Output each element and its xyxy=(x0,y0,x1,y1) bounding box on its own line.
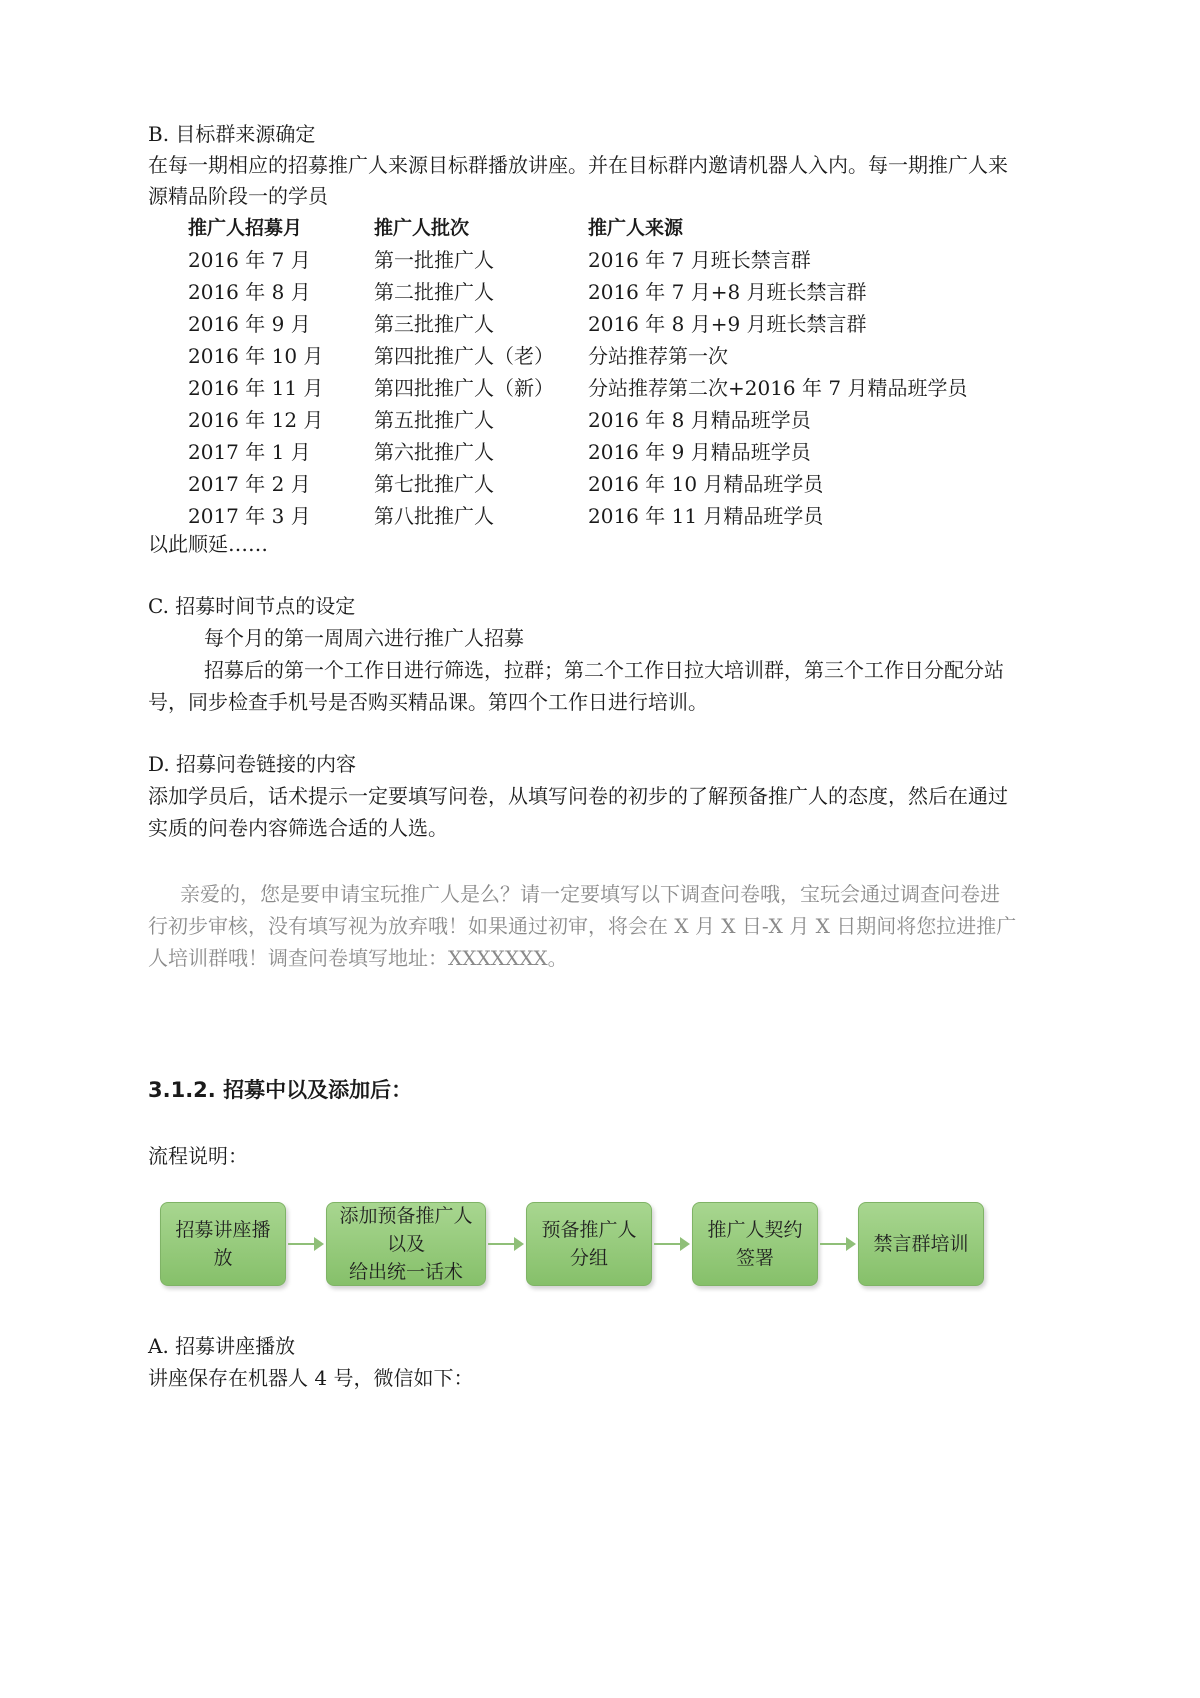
flow-step-text: 推广人契约签署 xyxy=(707,1219,803,1269)
recruitment-source-table xyxy=(188,212,1008,532)
table-cell-batch: 第三批推广人 xyxy=(374,312,494,336)
table-row xyxy=(188,276,1008,308)
table-cell-source: 2016 年 8 月+9 月班长禁言群 xyxy=(588,312,867,336)
section-a-heading: A. 招募讲座播放 xyxy=(148,1334,296,1358)
section-c-line-1: 每个月的第一周周六进行推广人招募 xyxy=(204,626,524,650)
table-cell-batch: 第一批推广人 xyxy=(374,248,494,272)
table-cell-month: 2016 年 10 月 xyxy=(188,344,324,368)
flow-step-text: 禁言群培训 xyxy=(873,1233,969,1255)
section-b-paragraph-line-2: 源精品阶段一的学员 xyxy=(148,184,328,208)
table-cell-source: 2016 年 9 月精品班学员 xyxy=(588,440,811,464)
table-header-batch: 推广人批次 xyxy=(374,217,470,239)
flow-step-grouping xyxy=(526,1202,652,1286)
flow-step-text: 添加预备推广人以及 xyxy=(339,1205,473,1255)
section-d-heading: D. 招募问卷链接的内容 xyxy=(148,752,357,776)
section-d-line-2: 实质的问卷内容筛选合适的人选。 xyxy=(148,816,448,840)
questionnaire-quote-line-3: 人培训群哦！调查问卷填写地址：XXXXXXX。 xyxy=(148,946,568,970)
table-cell-batch: 第二批推广人 xyxy=(374,280,494,304)
table-row xyxy=(188,500,1008,532)
section-b-heading: B. 目标群来源确定 xyxy=(148,122,316,146)
table-cell-source: 2016 年 11 月精品班学员 xyxy=(588,504,824,528)
process-flow-diagram xyxy=(150,1192,1010,1292)
table-cell-batch: 第四批推广人（老） xyxy=(374,344,554,368)
questionnaire-quote-line-1: 亲爱的，您是要申请宝玩推广人是么？请一定要填写以下调查问卷哦，宝玩会通过调查问卷进 xyxy=(180,882,1000,906)
table-header-row xyxy=(188,212,1008,244)
table-cell-month: 2017 年 3 月 xyxy=(188,504,311,528)
table-cell-month: 2017 年 2 月 xyxy=(188,472,311,496)
table-cell-batch: 第五批推广人 xyxy=(374,408,494,432)
section-a-line-1: 讲座保存在机器人 4 号，微信如下： xyxy=(148,1366,474,1390)
table-cell-source: 分站推荐第一次 xyxy=(588,344,728,368)
table-cell-month: 2016 年 11 月 xyxy=(188,376,324,400)
table-cell-source: 分站推荐第二次+2016 年 7 月精品班学员 xyxy=(588,376,968,400)
table-row xyxy=(188,404,1008,436)
questionnaire-quote-line-2: 行初步审核，没有填写视为放弃哦！如果通过初审，将会在 X 月 X 日-X 月 X 日期间将您拉进推广 xyxy=(148,914,1017,938)
table-row xyxy=(188,340,1008,372)
flow-step-add-candidates xyxy=(326,1202,486,1286)
table-cell-source: 2016 年 7 月班长禁言群 xyxy=(588,248,811,272)
table-cell-source: 2016 年 10 月精品班学员 xyxy=(588,472,824,496)
section-b-continuation: 以此顺延…… xyxy=(148,532,268,556)
flow-arrow-icon xyxy=(654,1243,688,1245)
table-row xyxy=(188,308,1008,340)
section-3-1-2-heading: 3.1.2. 招募中以及添加后： xyxy=(148,1078,413,1102)
flow-step-text: 招募讲座播放 xyxy=(175,1219,271,1269)
table-cell-batch: 第八批推广人 xyxy=(374,504,494,528)
section-c-line-3: 号，同步检查手机号是否购买精品课。第四个工作日进行培训。 xyxy=(148,690,708,714)
flow-description-label: 流程说明： xyxy=(148,1144,248,1168)
flow-arrow-icon xyxy=(488,1243,522,1245)
section-d-line-1: 添加学员后，话术提示一定要填写问卷，从填写问卷的初步的了解预备推广人的态度，然后在通过 xyxy=(148,784,1008,808)
table-row xyxy=(188,436,1008,468)
section-c-line-2: 招募后的第一个工作日进行筛选，拉群；第二个工作日拉大培训群，第三个工作日分配分站 xyxy=(204,658,1004,682)
flow-step-contract-signing xyxy=(692,1202,818,1286)
table-cell-batch: 第七批推广人 xyxy=(374,472,494,496)
flow-step-text: 给出统一话术 xyxy=(348,1261,463,1283)
table-cell-batch: 第六批推广人 xyxy=(374,440,494,464)
table-row xyxy=(188,244,1008,276)
table-cell-source: 2016 年 8 月精品班学员 xyxy=(588,408,811,432)
table-row xyxy=(188,372,1008,404)
table-cell-month: 2016 年 12 月 xyxy=(188,408,324,432)
table-cell-month: 2016 年 7 月 xyxy=(188,248,311,272)
flow-arrow-icon xyxy=(820,1243,854,1245)
table-header-month: 推广人招募月 xyxy=(188,217,303,239)
flow-arrow-icon xyxy=(288,1243,322,1245)
flow-step-text: 预备推广人 xyxy=(541,1219,637,1241)
section-c-heading: C. 招募时间节点的设定 xyxy=(148,594,356,618)
table-row xyxy=(188,468,1008,500)
flow-step-muted-group-training xyxy=(858,1202,984,1286)
table-header-source: 推广人来源 xyxy=(588,217,684,239)
flow-step-lecture-playback xyxy=(160,1202,286,1286)
section-b-paragraph-line-1: 在每一期相应的招募推广人来源目标群播放讲座。并在目标群内邀请机器人入内。每一期推广人来 xyxy=(148,153,1008,177)
table-cell-month: 2017 年 1 月 xyxy=(188,440,311,464)
table-cell-source: 2016 年 7 月+8 月班长禁言群 xyxy=(588,280,867,304)
table-cell-month: 2016 年 9 月 xyxy=(188,312,311,336)
flow-step-text: 分组 xyxy=(569,1247,608,1269)
table-cell-batch: 第四批推广人（新） xyxy=(374,376,554,400)
table-cell-month: 2016 年 8 月 xyxy=(188,280,311,304)
